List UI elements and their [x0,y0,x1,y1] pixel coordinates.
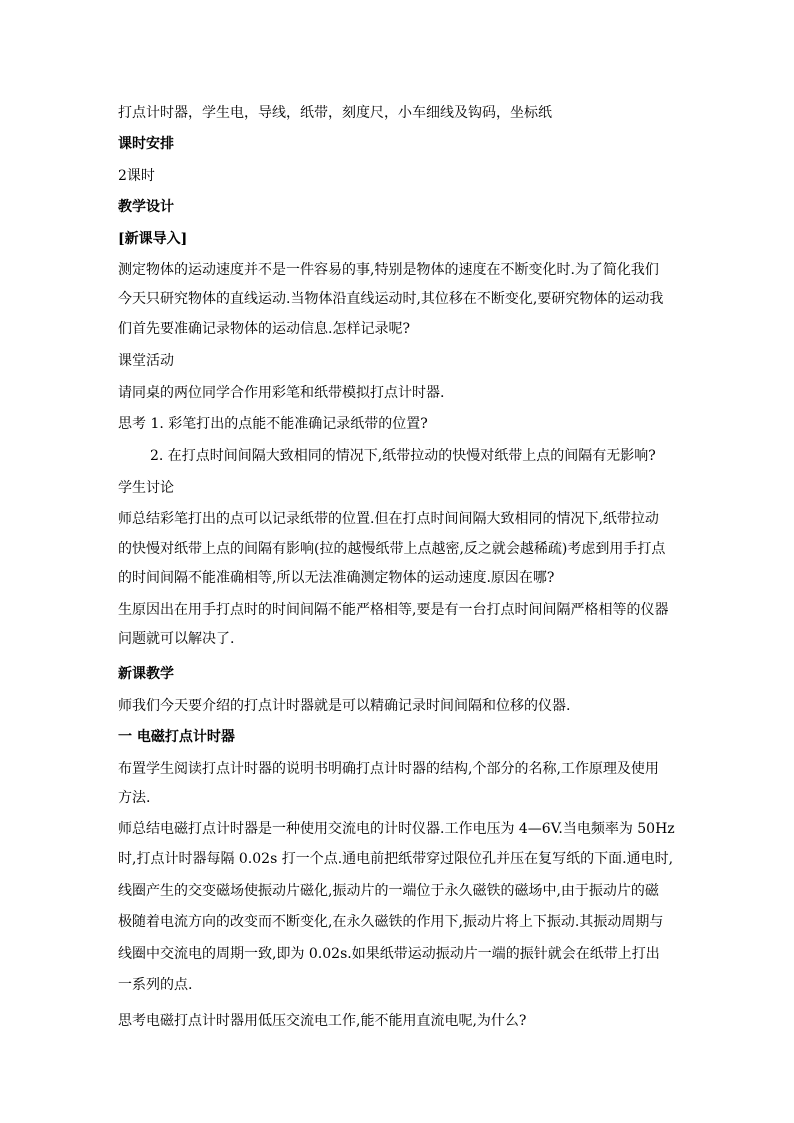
design-heading: 教学设计 [118,199,174,215]
activity-heading: 课堂活动 [118,353,174,369]
activity-text: 请同桌的两位同学合作用彩笔和纸带模拟打点计时器. [118,385,445,401]
schedule-heading: 课时安排 [118,136,174,152]
think-dc-question: 思考电磁打点计时器用低压交流电工作,能不能用直流电呢,为什么? [118,1013,527,1029]
intro-paragraph-line: 测定物体的运动速度并不是一件容易的事,特别是物体的速度在不断变化时.为了简化我们 [118,262,659,278]
em-summary-line: 极随着电流方向的改变而不断变化,在永久磁铁的作用下,振动片将上下振动.其振动周期与 [118,914,664,930]
teacher-summary-line: 的快慢对纸带上点的间隔有影响(拉的越慢纸带上点越密,反之就会越稀疏)考虑到用手打点 [118,541,666,557]
discussion-heading: 学生讨论 [118,480,174,496]
materials-line: 打点计时器，学生电，导线，纸带，刻度尺，小车细线及钩码，坐标纸 [118,105,552,121]
teacher-summary-line: 的时间间隔不能准确相等,所以无法准确测定物体的运动速度.原因在哪? [118,570,555,586]
em-summary-line: 一系列的点. [118,977,193,993]
section1-heading: 一 电磁打点计时器 [118,729,235,745]
think-question-2: 2. 在打点时间间隔大致相同的情况下,纸带拉动的快慢对纸带上点的间隔有无影响? [150,448,656,464]
em-summary-line: 线圈产生的交变磁场使振动片磁化,振动片的一端位于永久磁铁的磁场中,由于振动片的磁 [118,883,659,899]
student-reason-line: 生原因出在用手打点时的时间间隔不能严格相等,要是有一台打点时间间隔严格相等的仪器 [118,602,669,618]
new-lesson-heading: 新课教学 [118,666,174,682]
intro-heading: [新课导入] [118,231,188,247]
teacher-summary-line: 师总结彩笔打出的点可以记录纸带的位置.但在打点时间间隔大致相同的情况下,纸带拉动 [118,511,659,527]
intro-paragraph-line: 们首先要准确记录物体的运动信息.怎样记录呢? [118,321,410,337]
new-lesson-intro: 师我们今天要介绍的打点计时器就是可以精确记录时间间隔和位移的仪器. [118,698,571,714]
em-summary-line: 师总结电磁打点计时器是一种使用交流电的计时仪器.工作电压为 4—6V.当电频率为 50Hz [118,821,675,837]
em-summary-line: 时,打点计时器每隔 0.02s 打一个点.通电前把纸带穿过限位孔并压在复写纸的下面.通电时, [118,851,674,867]
assign-line: 方法. [118,790,151,806]
schedule-value: 2课时 [118,168,155,184]
student-reason-line: 问题就可以解决了. [118,631,235,647]
intro-paragraph-line: 今天只研究物体的直线运动.当物体沿直线运动时,其位移在不断变化,要研究物体的运动我 [118,291,664,307]
think-question-1: 思考 1. 彩笔打出的点能不能准确记录纸带的位置? [118,416,428,432]
assign-line: 布置学生阅读打点计时器的说明书明确打点计时器的结构,个部分的名称,工作原理及使用 [118,761,659,777]
em-summary-line: 线圈中交流电的周期一致,即为 0.02s.如果纸带运动振动片一端的振针就会在纸带上打出 [118,946,660,962]
